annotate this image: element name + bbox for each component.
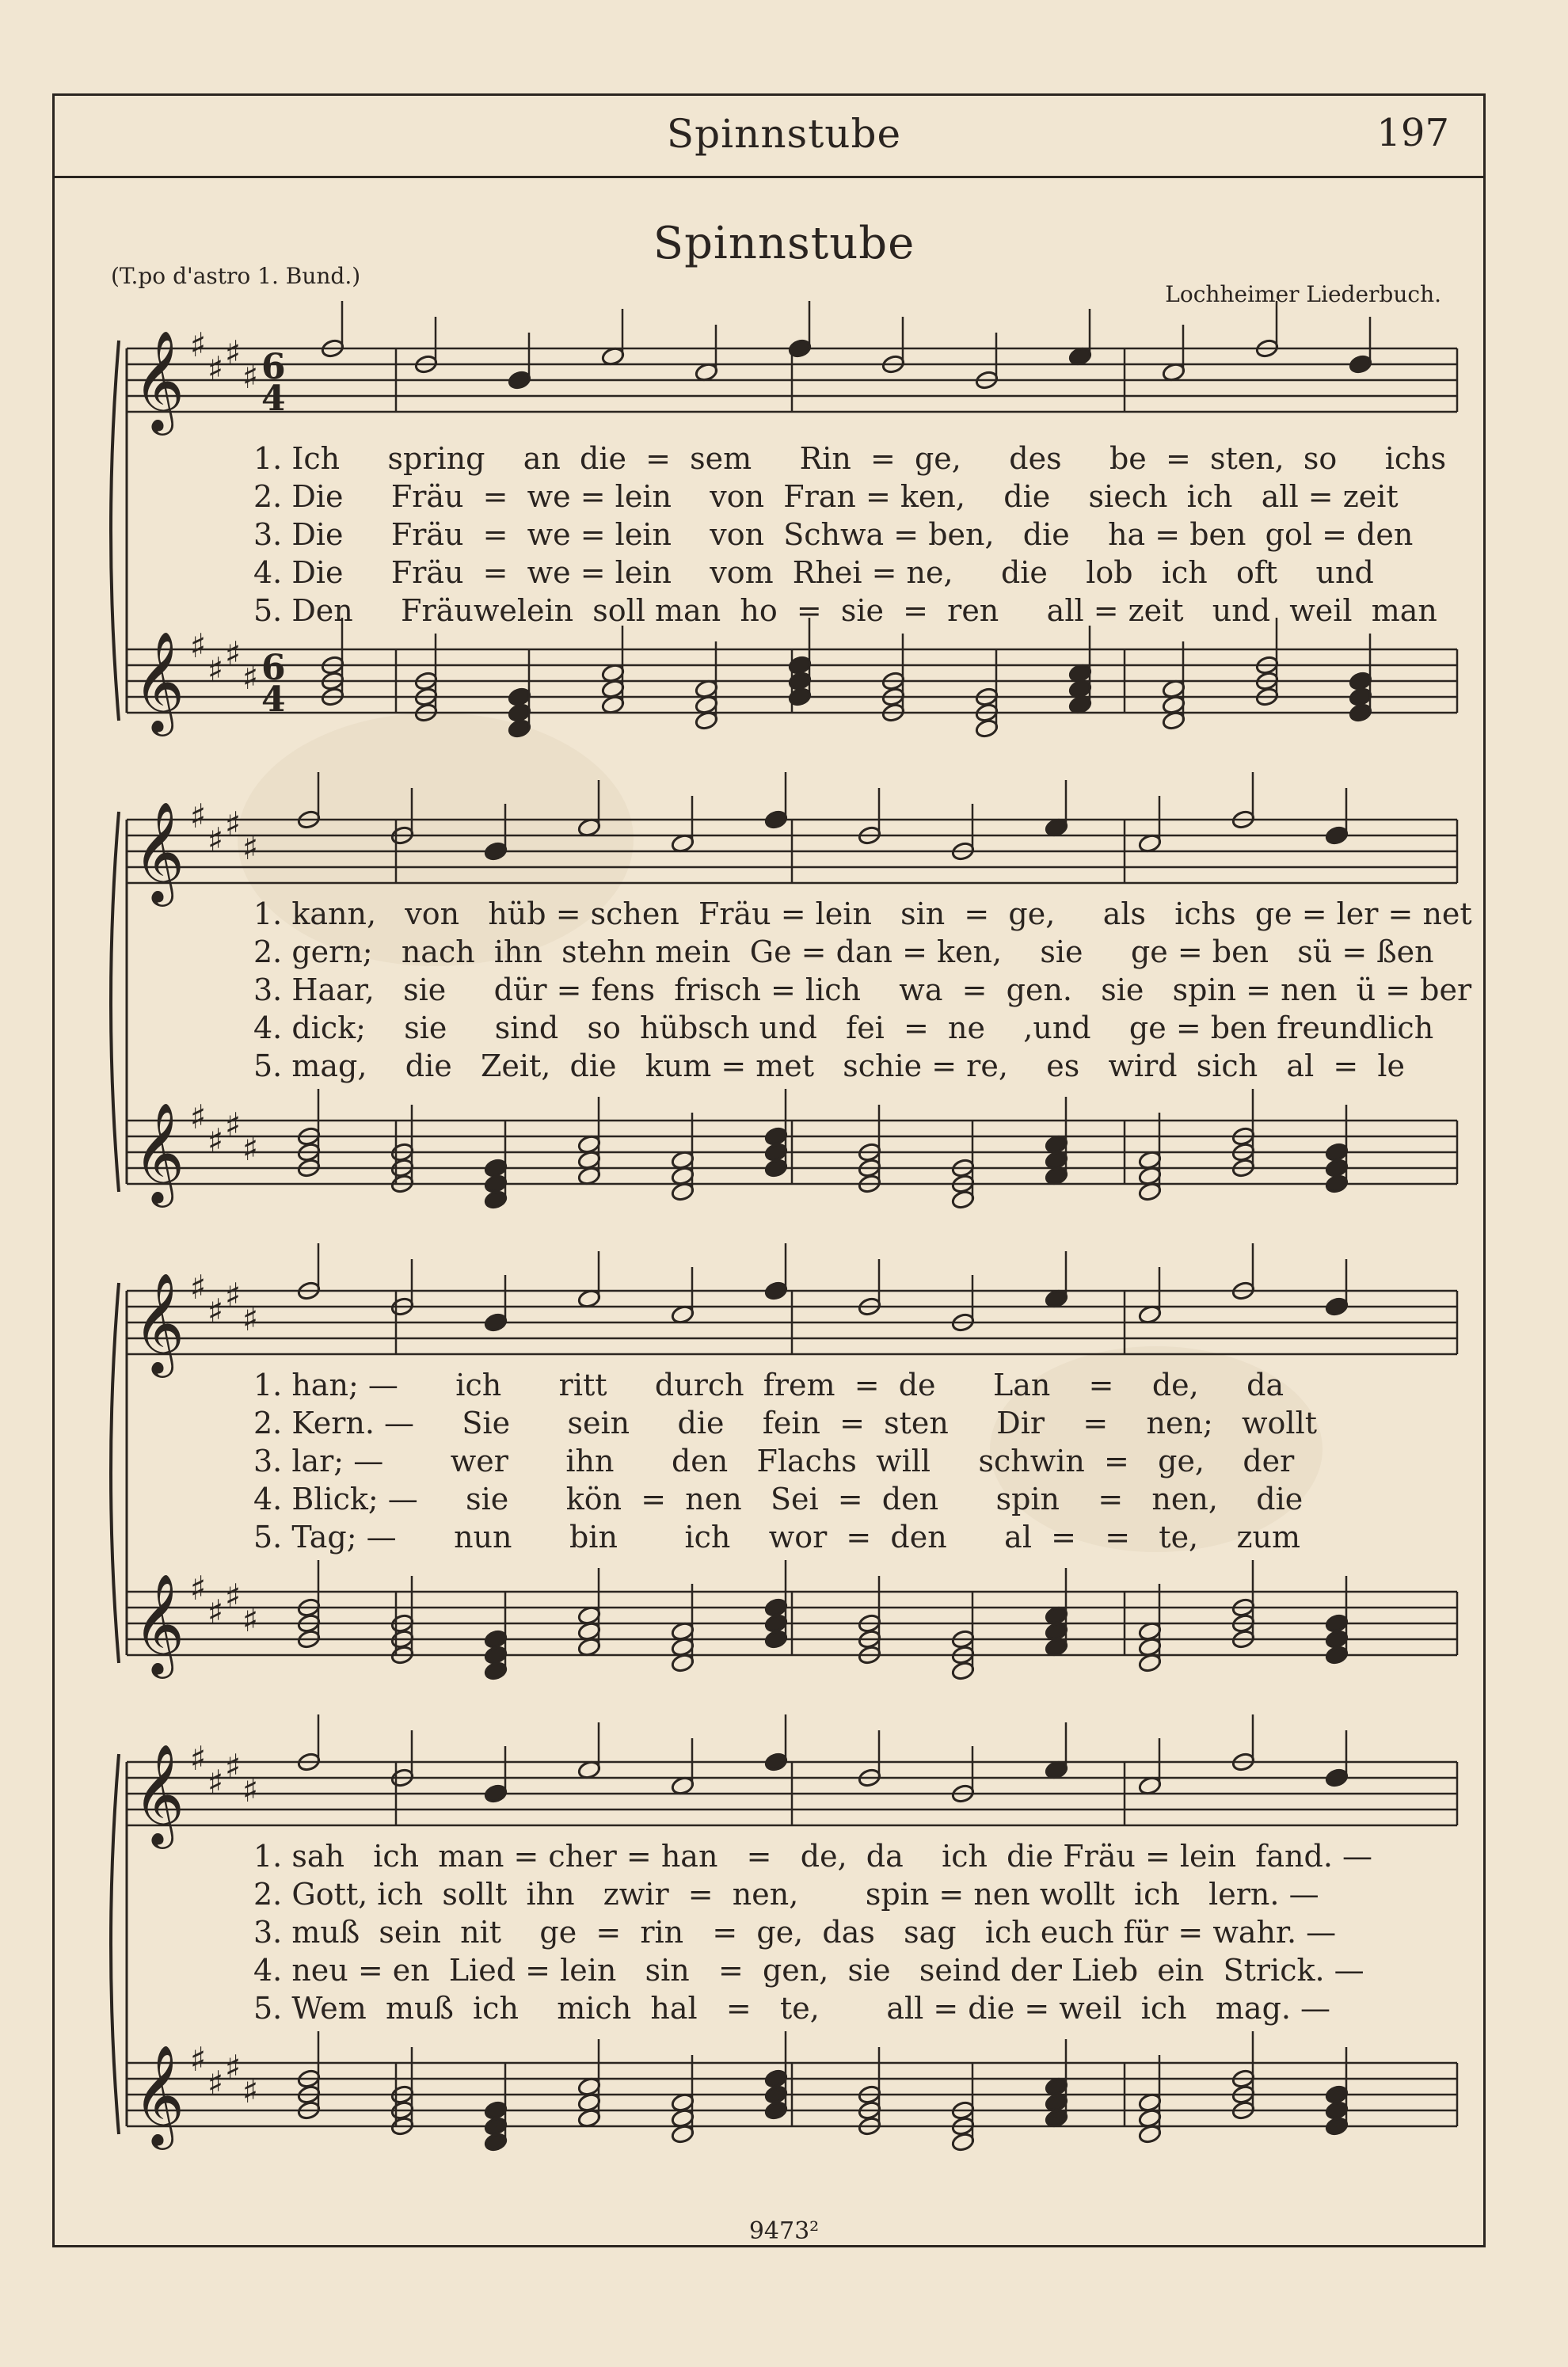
note-head (764, 1597, 789, 1618)
note-head (1325, 2084, 1349, 2105)
note-head (1325, 1768, 1349, 1788)
note-head (508, 370, 532, 390)
lyric-line: 3. lar; — wer ihn den Flachs will schwin = ge, der (253, 1444, 1295, 1478)
lyric-line: 4. dick; sie sind so hübsch und fei = ne ,und ge = ben freundlich (253, 1010, 1434, 1045)
lyric-line: 2. Die Fräu = we = lein von Fran = ken, die siech ich all = zeit (253, 479, 1399, 514)
tempo-note: (T.po d'astro 1. Bund.) (111, 263, 361, 289)
lyric-line: 5. Wem muß ich mich hal = te, all = die = weil ich mag. — (253, 1991, 1331, 2026)
note-head (1349, 702, 1373, 723)
sharp-icon: ♯ (225, 333, 242, 372)
treble-clef-icon: 𝄞 (133, 2044, 185, 2145)
lyric-line: 1. Ich spring an die = sem Rin = ge, des be = sten, so ichs (253, 441, 1447, 476)
system-bracket (111, 1754, 119, 2134)
note-head (508, 702, 532, 723)
note-head (484, 2116, 508, 2137)
treble-clef-icon: 𝄞 (133, 1102, 185, 1203)
lyrics-block-1 (253, 440, 1489, 630)
sharp-icon: ♯ (242, 1129, 259, 1168)
sharp-icon: ♯ (242, 658, 259, 697)
lyric-line: 3. Haar, sie dür = fens frisch = lich wa = gen. sie spin = nen ü = ber (253, 972, 1472, 1007)
time-signature-denominator: 4 (261, 679, 286, 720)
lyric-line: 1. han; — ich ritt durch frem = de Lan = de, da (253, 1368, 1284, 1402)
lyric-line: 5. Den Fräuwelein soll man ho = sie = ren all = zeit und weil man (253, 593, 1437, 628)
treble-clef-icon: 𝄞 (133, 1573, 185, 1674)
note-head (1325, 1613, 1349, 1634)
note-head (1325, 1645, 1349, 1665)
header-rule (52, 176, 1486, 178)
note-head (508, 687, 532, 707)
note-head (764, 2068, 789, 2089)
music-system-1 (95, 325, 1457, 784)
music-system-2 (95, 796, 1472, 1255)
sharp-icon: ♯ (190, 1569, 207, 1608)
note-head (1325, 1142, 1349, 1163)
sharp-icon: ♯ (190, 1739, 207, 1778)
note-head (484, 1312, 508, 1333)
sharp-icon: ♯ (190, 1098, 207, 1136)
note-head (484, 1645, 508, 1665)
lyrics-block-4 (253, 1837, 1489, 2027)
source-credit: Lochheimer Liederbuch. (1165, 281, 1441, 307)
sharp-icon: ♯ (190, 325, 207, 364)
sharp-icon: ♯ (207, 650, 224, 689)
note-head (484, 1158, 508, 1178)
note-head (1325, 2116, 1349, 2137)
note-head (484, 2100, 508, 2121)
system-bracket (111, 1283, 119, 1663)
sharp-icon: ♯ (225, 1747, 242, 1786)
lyric-line: 5. mag, die Zeit, die kum = met schie = re, es wird sich al = le (253, 1048, 1406, 1083)
running-title: Spinnstube (666, 111, 902, 157)
note-head (975, 718, 999, 739)
treble-clef-icon: 𝄞 (133, 1272, 185, 1373)
time-signature-numerator: 6 (261, 347, 286, 387)
treble-clef-icon: 𝄞 (133, 630, 185, 732)
sharp-icon: ♯ (242, 1600, 259, 1639)
sharp-icon: ♯ (225, 1105, 242, 1144)
note-head (764, 1281, 789, 1301)
note-head (764, 2084, 789, 2105)
music-system-3 (95, 1267, 1457, 1726)
sharp-icon: ♯ (242, 357, 259, 396)
note-head (1325, 1296, 1349, 1317)
note-head (1349, 671, 1373, 691)
note-head (764, 1629, 789, 1650)
note-head (508, 718, 532, 739)
note-head (764, 1142, 789, 1163)
sharp-icon: ♯ (207, 1292, 224, 1330)
lyric-line: 1. kann, von hüb = schen Fräu = lein sin = ge, als ichs ge = ler = net (253, 896, 1472, 931)
treble-clef-icon: 𝄞 (133, 1743, 185, 1844)
song-title: Spinnstube (653, 218, 915, 269)
sharp-icon: ♯ (242, 1771, 259, 1809)
note-head (764, 1752, 789, 1772)
lyric-line: 3. Die Fräu = we = lein von Schwa = ben, die ha = ben gol = den (253, 517, 1414, 552)
sharp-icon: ♯ (242, 828, 259, 867)
note-head (951, 2132, 976, 2152)
treble-clef-icon: 𝄞 (133, 801, 185, 902)
sharp-icon: ♯ (225, 1577, 242, 1615)
lyric-line: 5. Tag; — nun bin ich wor = den al = = te, zum (253, 1520, 1300, 1555)
system-bracket (111, 812, 119, 1192)
note-head (1349, 687, 1373, 707)
note-head (951, 1189, 976, 1210)
sharp-icon: ♯ (225, 634, 242, 673)
sharp-icon: ♯ (190, 2040, 207, 2079)
sharp-icon: ♯ (207, 1593, 224, 1631)
lyric-line: 1. sah ich man = cher = han = de, da ich die Fräu = lein fand. — (253, 1839, 1372, 1874)
treble-clef-icon: 𝄞 (133, 329, 185, 431)
lyric-line: 4. neu = en Lied = lein sin = gen, sie seind der Lieb ein Strick. — (253, 1953, 1364, 1988)
lyric-line: 2. gern; nach ihn stehn mein Ge = dan = ken, sie ge = ben sü = ßen (253, 934, 1434, 969)
lyric-line: 2. Gott, ich sollt ihn zwir = nen, spin = nen wollt ich lern. — (253, 1877, 1319, 1912)
note-head (484, 1189, 508, 1210)
note-head (764, 2100, 789, 2121)
note-head (1325, 1158, 1349, 1178)
note-head (484, 841, 508, 862)
note-head (764, 1126, 789, 1147)
sharp-icon: ♯ (190, 797, 207, 835)
note-head (764, 1158, 789, 1178)
lyric-line: 3. muß sein nit ge = rin = ge, das sag ich euch für = wahr. — (253, 1915, 1337, 1950)
note-head (1325, 1174, 1349, 1194)
note-head (484, 1661, 508, 1681)
note-head (484, 1783, 508, 1804)
sharp-icon: ♯ (242, 1300, 259, 1338)
sharp-icon: ♯ (190, 1268, 207, 1307)
note-head (951, 1661, 976, 1681)
note-head (484, 2132, 508, 2152)
lyric-line: 4. Blick; — sie kön = nen Sei = den spin = nen, die (253, 1482, 1303, 1516)
time-signature-numerator: 6 (261, 648, 286, 688)
system-bracket (111, 341, 119, 721)
sharp-icon: ♯ (207, 349, 224, 388)
note-head (1349, 354, 1373, 375)
lyric-line: 4. Die Fräu = we = lein vom Rhei = ne, die lob ich oft und (253, 555, 1374, 590)
note-head (764, 1613, 789, 1634)
music-system-4 (95, 1738, 1457, 2198)
sharp-icon: ♯ (190, 626, 207, 665)
page-number: 197 (1376, 111, 1449, 155)
note-head (1325, 1629, 1349, 1650)
note-head (1325, 825, 1349, 846)
note-head (484, 1629, 508, 1650)
sharp-icon: ♯ (207, 1121, 224, 1160)
sharp-icon: ♯ (207, 820, 224, 859)
plate-number: 9473² (748, 2217, 820, 2245)
note-head (484, 1174, 508, 1194)
sharp-icon: ♯ (225, 805, 242, 843)
time-signature-denominator: 4 (261, 379, 286, 419)
lyrics-block-2 (253, 895, 1489, 1085)
sharp-icon: ♯ (225, 2048, 242, 2087)
lyric-line: 2. Kern. — Sie sein die fein = sten Dir = nen; wollt (253, 1406, 1318, 1440)
sharp-icon: ♯ (225, 1276, 242, 1315)
sharp-icon: ♯ (242, 2072, 259, 2110)
sharp-icon: ♯ (207, 1763, 224, 1802)
note-head (764, 809, 789, 830)
sharp-icon: ♯ (207, 2064, 224, 2103)
note-head (1325, 2100, 1349, 2121)
lyrics-block-3 (253, 1366, 1489, 1556)
